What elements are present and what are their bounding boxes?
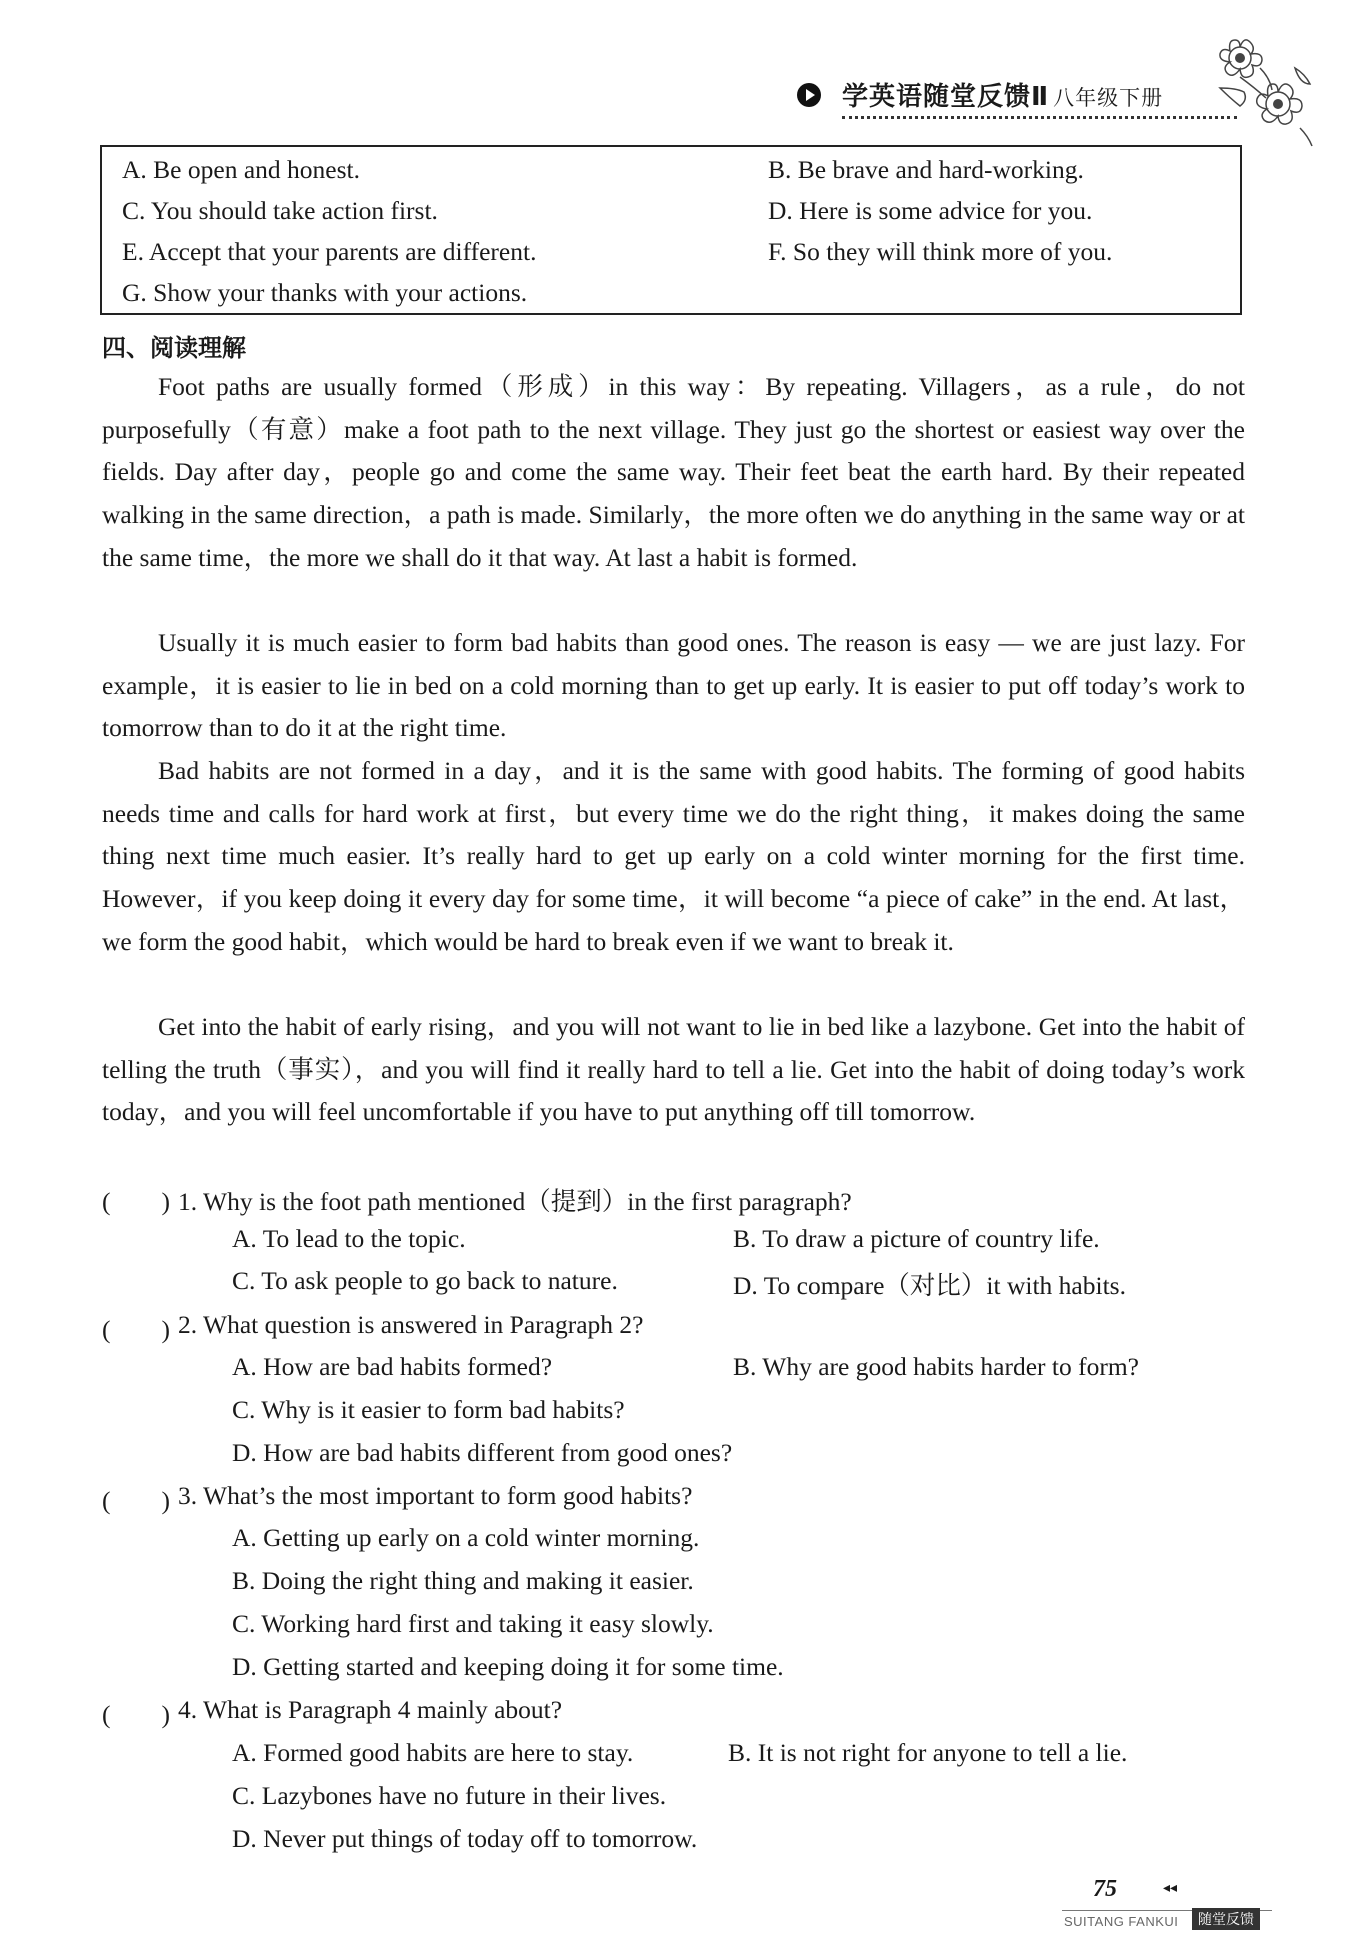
passage-paragraph-2: Usually it is much easier to form bad habits than good ones. The reason is easy — we are just lazy. For example，it is easier to lie in bed on a cold morning than to get up early. It is easier to put off today’s work to tomorrow than to do it at the right time.: [102, 628, 1245, 743]
question-text: 3. What’s the most important to form good habits?: [178, 1481, 693, 1510]
footer-badge: 随堂反馈: [1192, 1908, 1260, 1930]
option-d: D. Here is some advice for you.: [768, 196, 1093, 225]
option-b: B. Be brave and hard-working.: [768, 155, 1084, 184]
choice-2a: A. How are bad habits formed?: [232, 1352, 553, 1381]
choice-2d: D. How are bad habits different from good ones?: [232, 1438, 733, 1467]
option-c: C. You should take action first.: [122, 196, 438, 225]
choice-1b: B. To draw a picture of country life.: [733, 1224, 1100, 1253]
option-a: A. Be open and honest.: [122, 155, 360, 184]
answer-blank[interactable]: ( ): [102, 1187, 170, 1216]
options-box: [100, 145, 1242, 315]
choice-4a: A. Formed good habits are here to stay.: [232, 1738, 634, 1767]
header-title: [842, 76, 1163, 113]
question-text: 2. What question is answered in Paragraph 2?: [178, 1310, 644, 1339]
section-title: 四、阅读理解: [102, 334, 246, 362]
passage-paragraph-4: Get into the habit of early rising，and you will not want to lie in bed like a lazybone. Get into the habit of telling the truth（事实），and you will find it really hard to tell a lie. Get into the habit of doing today’s work today，and you will feel uncomfortable if you have to put anything off till tomorrow.: [102, 1012, 1245, 1127]
passage-paragraph-3: Bad habits are not formed in a day，and it is the same with good habits. The forming of good habits needs time and calls for hard work at first，but every time we do the right thing，it makes doing the same thing next time much easier. It’s really hard to get up early on a cold winter morning for the first time. However，if you keep doing it every day for some time，it will become “a piece of cake” in the end. At last，we form the good habit，which would be hard to break even if we want to break it.: [102, 756, 1245, 956]
choice-4c: C. Lazybones have no future in their lives.: [232, 1781, 667, 1810]
sunflower-icon: [1200, 28, 1320, 158]
choice-1a: A. To lead to the topic.: [232, 1224, 466, 1253]
question-text: 1. Why is the foot path mentioned（提到）in the first paragraph?: [178, 1187, 852, 1216]
answer-blank[interactable]: ( ): [102, 1700, 170, 1729]
choice-1d: D. To compare（对比）it with habits.: [733, 1271, 1126, 1300]
book-subtitle: 八年级下册: [1053, 86, 1164, 110]
choice-3a: A. Getting up early on a cold winter morning.: [232, 1523, 700, 1552]
choice-2c: C. Why is it easier to form bad habits?: [232, 1395, 625, 1424]
page-header: [790, 72, 1260, 122]
choice-1c: C. To ask people to go back to nature.: [232, 1266, 618, 1295]
book-title: 学英语随堂反馈Ⅱ: [842, 82, 1050, 112]
choice-4b: B. It is not right for anyone to tell a lie.: [728, 1738, 1128, 1767]
question-text: 4. What is Paragraph 4 mainly about?: [178, 1695, 563, 1724]
passage-paragraph-1: Foot paths are usually formed（形成）in this way：By repeating. Villagers，as a rule，do not purposefully（有意）make a foot path to the next village. They just go the shortest or easiest way over the fields. Day after day，people go and come the same way. Their feet beat the earth hard. By their repeated walking in the same direction，a path is made. Similarly，the more often we do anything in the same way or at the same time，the more we shall do it that way. At last a habit is formed.: [102, 372, 1245, 572]
footer-brand: SUITANG FANKUI: [1064, 1914, 1179, 1929]
page-number: 75: [1093, 1876, 1117, 1902]
option-f: F. So they will think more of you.: [768, 237, 1113, 266]
choice-4d: D. Never put things of today off to tomorrow.: [232, 1824, 698, 1853]
option-g: G. Show your thanks with your actions.: [122, 278, 528, 307]
choice-3c: C. Working hard first and taking it easy slowly.: [232, 1609, 714, 1638]
answer-blank[interactable]: ( ): [102, 1315, 170, 1344]
arrow-left-icon: ◂◂: [1163, 1880, 1178, 1896]
option-e: E. Accept that your parents are different.: [122, 237, 537, 266]
header-divider: [842, 116, 1237, 119]
choice-3b: B. Doing the right thing and making it easier.: [232, 1566, 694, 1595]
answer-blank[interactable]: ( ): [102, 1486, 170, 1515]
choice-3d: D. Getting started and keeping doing it for some time.: [232, 1652, 784, 1681]
play-circle-icon: [796, 82, 822, 108]
choice-2b: B. Why are good habits harder to form?: [733, 1352, 1139, 1381]
